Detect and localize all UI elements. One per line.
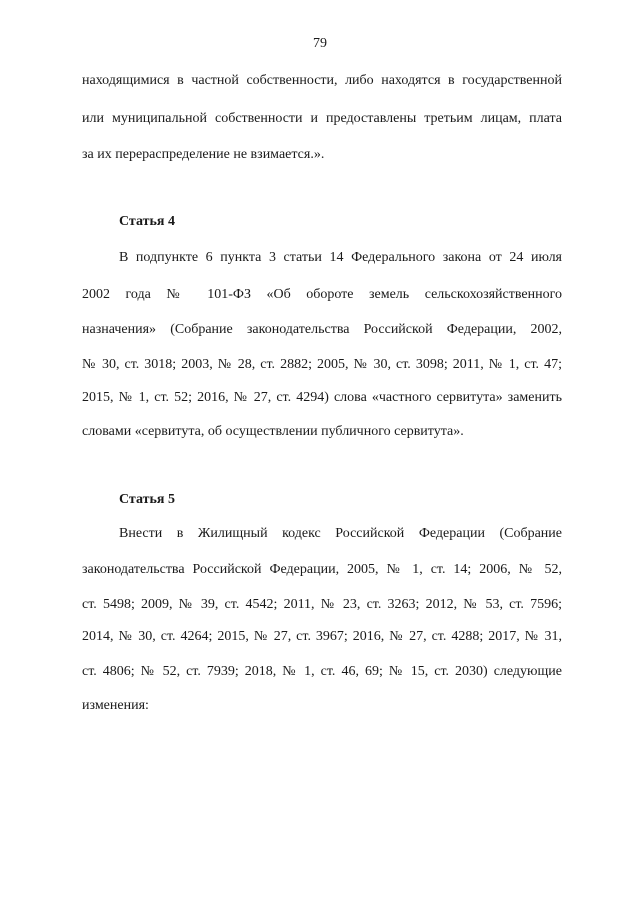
article-5-line-3: ст. 5498; 2009, № 39, ст. 4542; 2011, № 23, ст. 3263; 2012, № 53, ст. 7596; <box>82 597 562 612</box>
article-4-line-5: 2015, № 1, ст. 52; 2016, № 27, ст. 4294) слова «частного сервитута» заменить <box>82 390 562 405</box>
article-5-line-6: изменения: <box>82 698 149 713</box>
page-number: 79 <box>313 36 327 51</box>
article-4-line-1: В подпункте 6 пункта 3 статьи 14 Федерального закона от 24 июля <box>119 250 562 265</box>
article-5-line-4: 2014, № 30, ст. 4264; 2015, № 27, ст. 3967; 2016, № 27, ст. 4288; 2017, № 31, <box>82 629 562 644</box>
article-5-line-5: ст. 4806; № 52, ст. 7939; 2018, № 1, ст. 46, 69; № 15, ст. 2030) следующие <box>82 664 562 679</box>
article-4-heading: Статья 4 <box>119 214 175 229</box>
article-5-line-2: законодательства Российской Федерации, 2005, № 1, ст. 14; 2006, № 52, <box>82 562 562 577</box>
intro-line-1: находящимися в частной собственности, либо находятся в государственной <box>82 73 562 88</box>
article-5-line-1: Внести в Жилищный кодекс Российской Федерации (Собрание <box>119 526 562 541</box>
intro-line-2: или муниципальной собственности и предоставлены третьим лицам, плата <box>82 111 562 126</box>
article-4-line-3: назначения» (Собрание законодательства Российской Федерации, 2002, <box>82 322 562 337</box>
article-4-line-2: 2002 года № 101-ФЗ «Об обороте земель сельскохозяйственного <box>82 287 562 302</box>
article-5-heading: Статья 5 <box>119 492 175 507</box>
intro-line-3: за их перераспределение не взимается.». <box>82 147 325 162</box>
article-4-line-6: словами «сервитута, об осуществлении публичного сервитута». <box>82 424 464 439</box>
article-4-line-4: № 30, ст. 3018; 2003, № 28, ст. 2882; 2005, № 30, ст. 3098; 2011, № 1, ст. 47; <box>82 357 562 372</box>
